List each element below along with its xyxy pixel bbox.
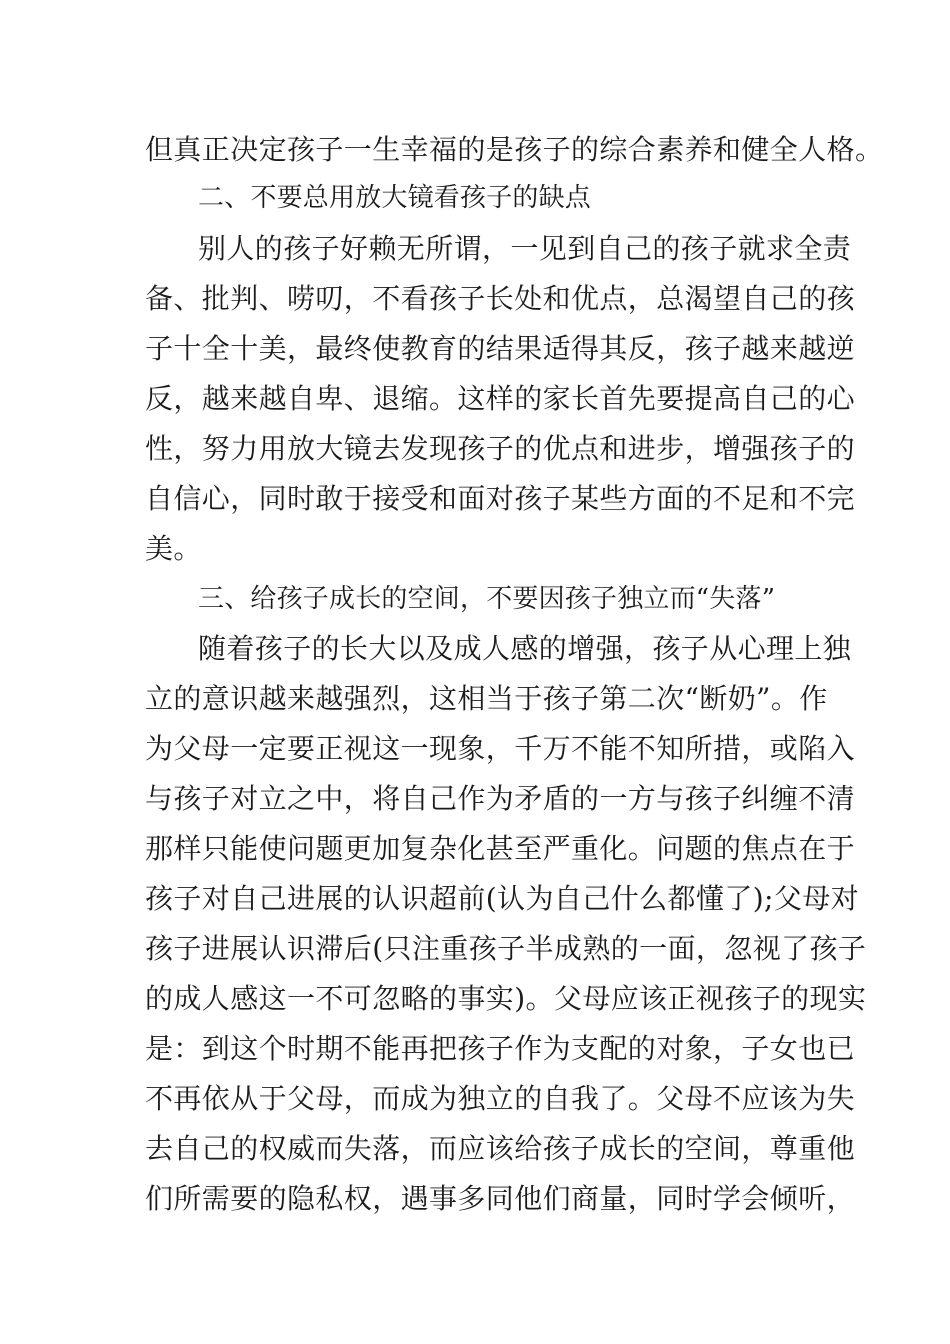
paragraph-line: 子十全十美，最终使教育的结果适得其反，孩子越来越逆 — [145, 332, 856, 365]
paragraph-line: 性，努力用放大镜去发现孩子的优点和进步，增强孩子的 — [145, 432, 856, 465]
paragraph-line: 立的意识越来越强烈，这相当于孩子第二次“断奶”。作 — [145, 682, 828, 715]
paragraph-line: 孩子进展认识滞后(只注重孩子半成熟的一面，忽视了孩子 — [145, 932, 867, 965]
paragraph-line: 随着孩子的长大以及成人感的增强，孩子从心理上独 — [198, 632, 852, 665]
section-heading-3: 三、给孩子成长的空间，不要因孩子独立而“失落” — [198, 584, 776, 614]
paragraph-line: 们所需要的隐私权，遇事多同他们商量，同时学会倾听， — [145, 1182, 856, 1215]
paragraph-line: 自信心，同时敢于接受和面对孩子某些方面的不足和不完 — [145, 482, 856, 515]
paragraph-line: 反，越来越自卑、退缩。这样的家长首先要提高自己的心 — [145, 382, 856, 415]
paragraph-line: 备、批判、唠叨，不看孩子长处和优点，总渴望自己的孩 — [145, 282, 856, 315]
paragraph-line: 美。 — [145, 532, 202, 565]
paragraph-line: 为父母一定要正视这一现象，千万不能不知所措，或陷入 — [145, 732, 856, 765]
section-heading-2: 二、不要总用放大镜看孩子的缺点 — [198, 183, 592, 213]
paragraph-line: 与孩子对立之中，将自己作为矛盾的一方与孩子纠缠不清 — [145, 782, 856, 815]
paragraph-line: 去自己的权威而失落，而应该给孩子成长的空间，尊重他 — [145, 1132, 856, 1165]
paragraph-line: 别人的孩子好赖无所谓，一见到自己的孩子就求全责 — [198, 232, 852, 265]
paragraph-line: 孩子对自己进展的认识超前(认为自己什么都懂了);父母对 — [145, 882, 860, 915]
paragraph-line: 那样只能使问题更加复杂化甚至严重化。问题的焦点在于 — [145, 832, 856, 865]
paragraph-line: 不再依从于父母，而成为独立的自我了。父母不应该为失 — [145, 1082, 856, 1115]
paragraph-line: 但真正决定孩子一生幸福的是孩子的综合素养和健全人格。 — [145, 133, 884, 166]
paragraph-line: 的成人感这一不可忽略的事实)。父母应该正视孩子的现实 — [145, 982, 867, 1015]
paragraph-line: 是：到这个时期不能再把孩子作为支配的对象，子女也已 — [145, 1032, 856, 1065]
